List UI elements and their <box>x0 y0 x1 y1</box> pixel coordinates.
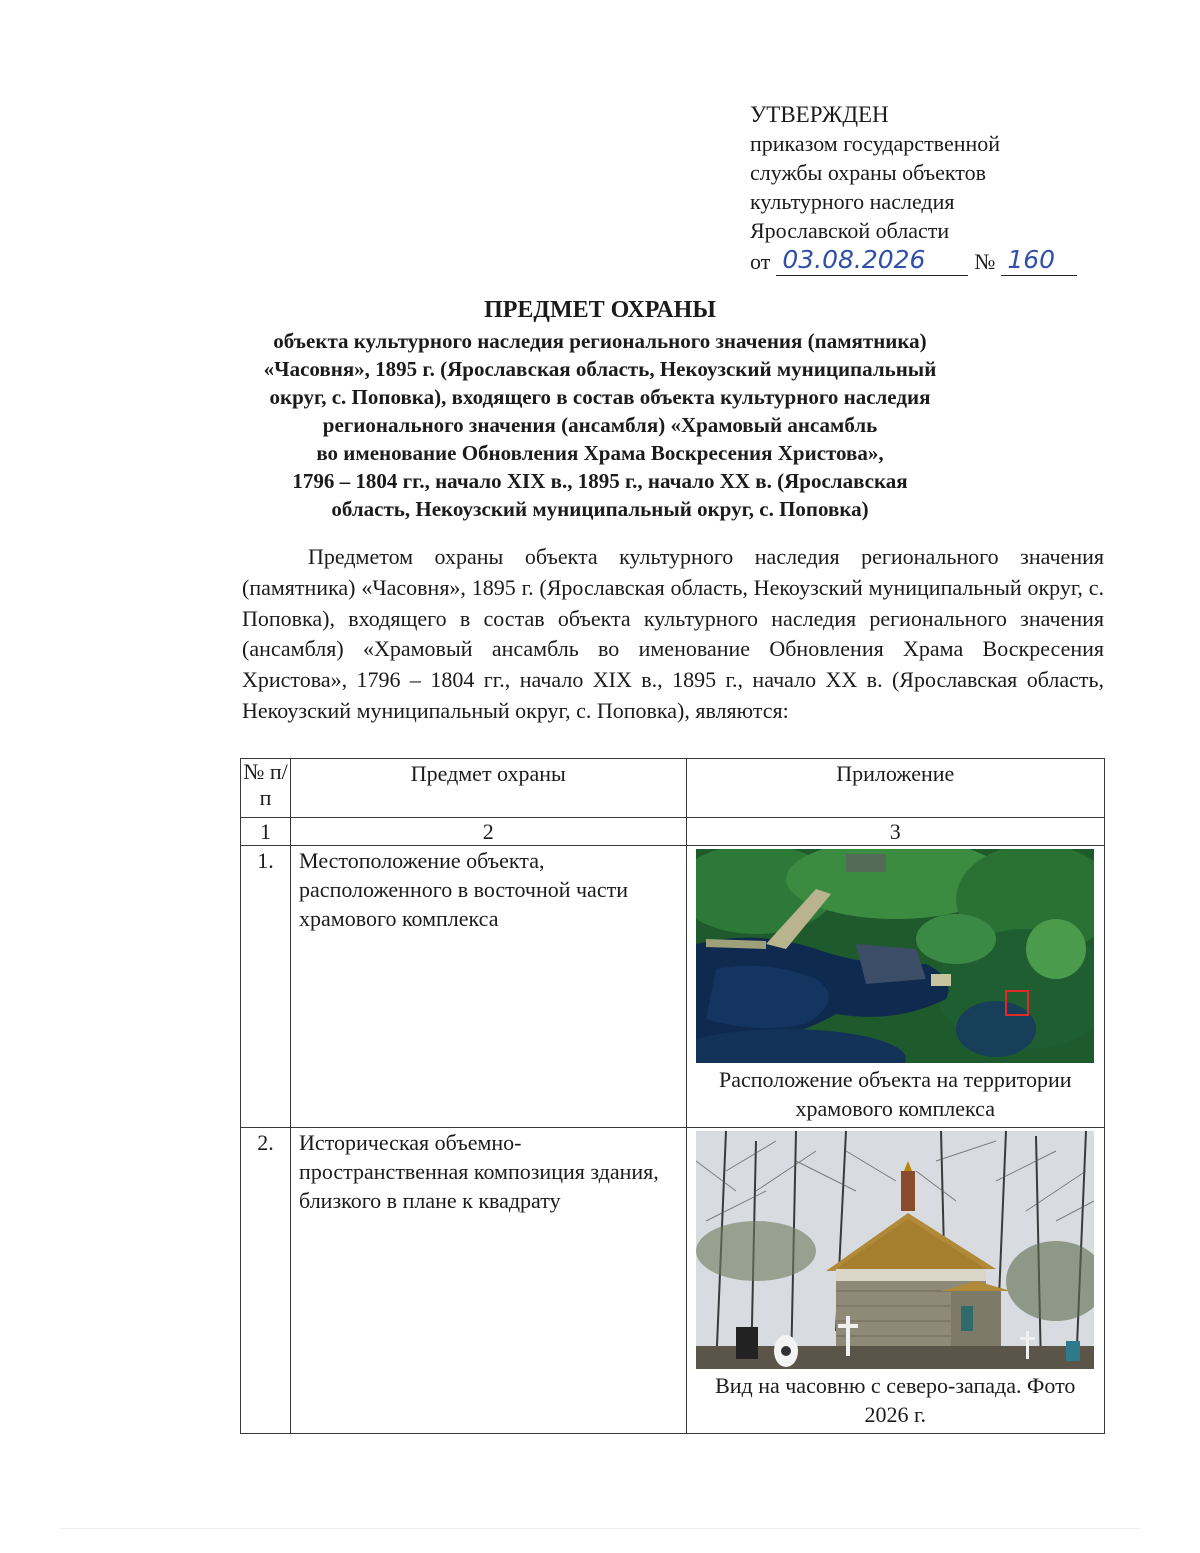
image-caption: Вид на часовню с северо-запада. Фото 2026 г. <box>715 1373 1076 1427</box>
aerial-photo <box>696 849 1094 1063</box>
table-row <box>241 846 1105 1128</box>
image-caption: Расположение объекта на территории храмового комплекса <box>718 1067 1072 1121</box>
column-number: 1 <box>241 818 291 846</box>
subtitle-line: 1796 – 1804 гг., начало XIX в., 1895 г., начало XX в. (Ярославская <box>292 469 908 493</box>
approval-line: службы охраны объектов <box>750 160 987 185</box>
row-appendix <box>686 1128 1105 1434</box>
handwritten-date: 03.08.2026 <box>776 245 968 276</box>
subtitle-line: округ, с. Поповка), входящего в состав объекта культурного наследия <box>269 385 931 409</box>
intro-paragraph: Предметом охраны объекта культурного наследия регионального значения (памятника) «Часовня», 1895 г. (Ярославская область, Некоузский муниципальный округ, с. Поповка), входящего в состав объекта культурного наследия регионального значения (ансамбля) «Храмовый ансамбль во именование Обновления Храма Воскресения Христова», 1796 – 1804 гг., начало XIX в., 1895 г., начало XX в. (Ярославская область, Некоузский муниципальный округ, с. Поповка), являются: <box>242 544 1104 723</box>
order-date-number <box>750 245 1077 276</box>
approval-stamp <box>750 100 1077 276</box>
row-number: 2. <box>241 1128 291 1434</box>
approval-line: культурного наследия <box>750 189 955 214</box>
row-appendix <box>686 846 1105 1128</box>
title-main: ПРЕДМЕТ ОХРАНЫ <box>484 297 716 323</box>
header-number: № п/п <box>241 759 291 818</box>
document-title <box>230 294 970 523</box>
subtitle-line: во именование Обновления Храма Воскресения Христова», <box>316 441 884 465</box>
row-number: 1. <box>241 846 291 1128</box>
row-subject: Историческая объемно-пространственная композиция здания, близкого в плане к квадрату <box>291 1128 686 1434</box>
approval-heading: УТВЕРЖДЕН <box>750 102 889 127</box>
chapel-photo <box>696 1131 1094 1369</box>
table-row <box>241 1128 1105 1434</box>
row-subject: Местоположение объекта, расположенного в восточной части храмового комплекса <box>291 846 686 1128</box>
subtitle-line: регионального значения (ансамбля) «Храмовый ансамбль <box>322 413 878 437</box>
protection-table <box>240 758 1105 1434</box>
subtitle-line: объекта культурного наследия регионального значения (памятника) <box>273 329 927 353</box>
subtitle-line: «Часовня», 1895 г. (Ярославская область, Некоузский муниципальный <box>263 357 937 381</box>
column-number: 3 <box>686 818 1105 846</box>
approval-line: Ярославской области <box>750 218 950 243</box>
column-number: 2 <box>291 818 686 846</box>
approval-line: приказом государственной <box>750 131 1001 156</box>
column-number-row <box>241 818 1105 846</box>
date-prefix: от <box>750 249 771 274</box>
handwritten-number: 160 <box>1001 245 1077 276</box>
table-header-row <box>241 759 1105 818</box>
header-subject: Предмет охраны <box>291 759 686 818</box>
number-prefix: № <box>974 249 996 274</box>
subtitle-line: область, Некоузский муниципальный округ, с. Поповка) <box>331 497 869 521</box>
title-subtitle <box>230 327 970 523</box>
header-appendix: Приложение <box>686 759 1105 818</box>
scan-edge-line <box>60 1528 1140 1529</box>
